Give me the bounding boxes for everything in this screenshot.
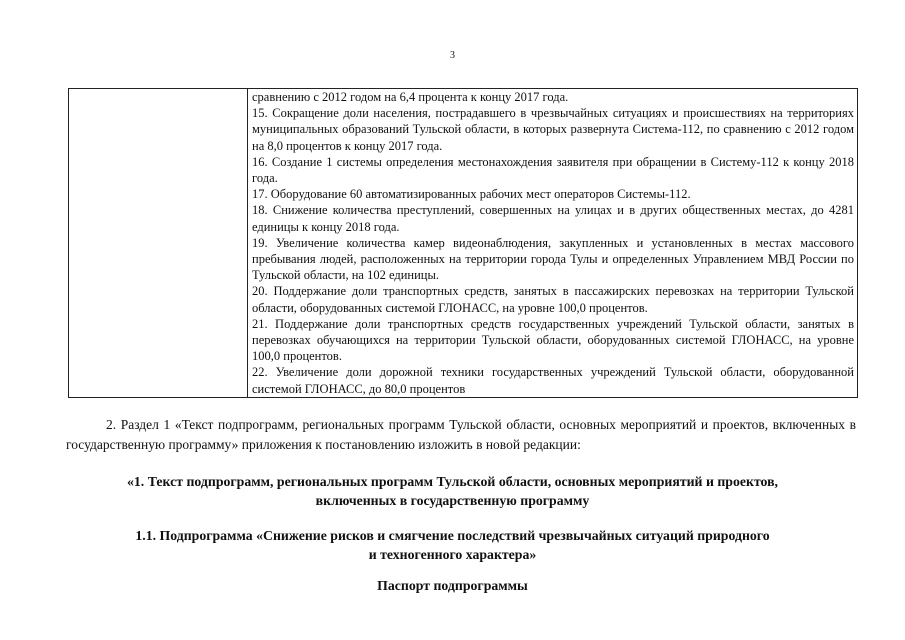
indicator-item: 22. Увеличение доли дорожной техники государственных учреждений Тульской области, оборудованной системой ГЛОНАСС, до 80,0 процентов <box>252 365 854 396</box>
indicator-item: 17. Оборудование 60 автоматизированных рабочих мест операторов Системы-112. <box>252 187 691 202</box>
indicators-table <box>68 88 858 398</box>
indicator-item: 15. Сокращение доли населения, пострадавшего в чрезвычайных ситуациях и происшествиях на территориях муниципальных образований Тульской области, в которых развернута Система-112, по сравнению с 2012 годом на 8,0 процентов к концу 2017 года. <box>252 106 854 153</box>
subprogram-heading: 1.1. Подпрограмма «Снижение рисков и смягчение последствий чрезвычайных ситуаций природного и техногенного характера» <box>135 528 770 562</box>
table-row <box>69 89 858 398</box>
indicator-item: 20. Поддержание доли транспортных средств, занятых в пассажирских перевозках на территории Тульской области, оборудованных системой ГЛОНАСС, на уровне 100,0 процентов. <box>252 284 854 315</box>
amendment-paragraph: 2. Раздел 1 «Текст подпрограмм, региональных программ Тульской области, основных мероприятий и проектов, включенных в государственную программу» приложения к постановлению изложить в новой редакции: <box>66 417 856 452</box>
indicator-item: 18. Снижение количества преступлений, совершенных на улицах и в других общественных местах, до 4281 единицы к концу 2018 года. <box>252 203 854 234</box>
indicator-item: сравнению с 2012 годом на 6,4 процента к концу 2017 года. <box>252 90 569 104</box>
indicator-item: 16. Создание 1 системы определения местонахождения заявителя при обращении в Систему-112 к концу 2018 года. <box>252 154 854 186</box>
page-number: 3 <box>450 50 455 61</box>
indicator-item: 21. Поддержание доли транспортных средств государственных учреждений Тульской области, занятых в перевозках обучающихся на территории Тульской области, оборудованных системой ГЛОНАСС, на уровне 100,0 процентов. <box>252 316 854 364</box>
table-cell-indicators <box>248 89 858 398</box>
passport-heading: Паспорт подпрограммы <box>377 578 528 593</box>
table-cell-left-empty <box>69 89 248 398</box>
indicator-item: 19. Увеличение количества камер видеонаблюдения, закупленных и установленных в местах массового пребывания людей, расположенных на территории города Тулы и определенных Управлением МВД России по Тульской области, на 102 единицы. <box>252 235 854 283</box>
section-heading: «1. Текст подпрограмм, региональных программ Тульской области, основных мероприятий и проектов, включенных в государственную программу <box>127 474 778 508</box>
